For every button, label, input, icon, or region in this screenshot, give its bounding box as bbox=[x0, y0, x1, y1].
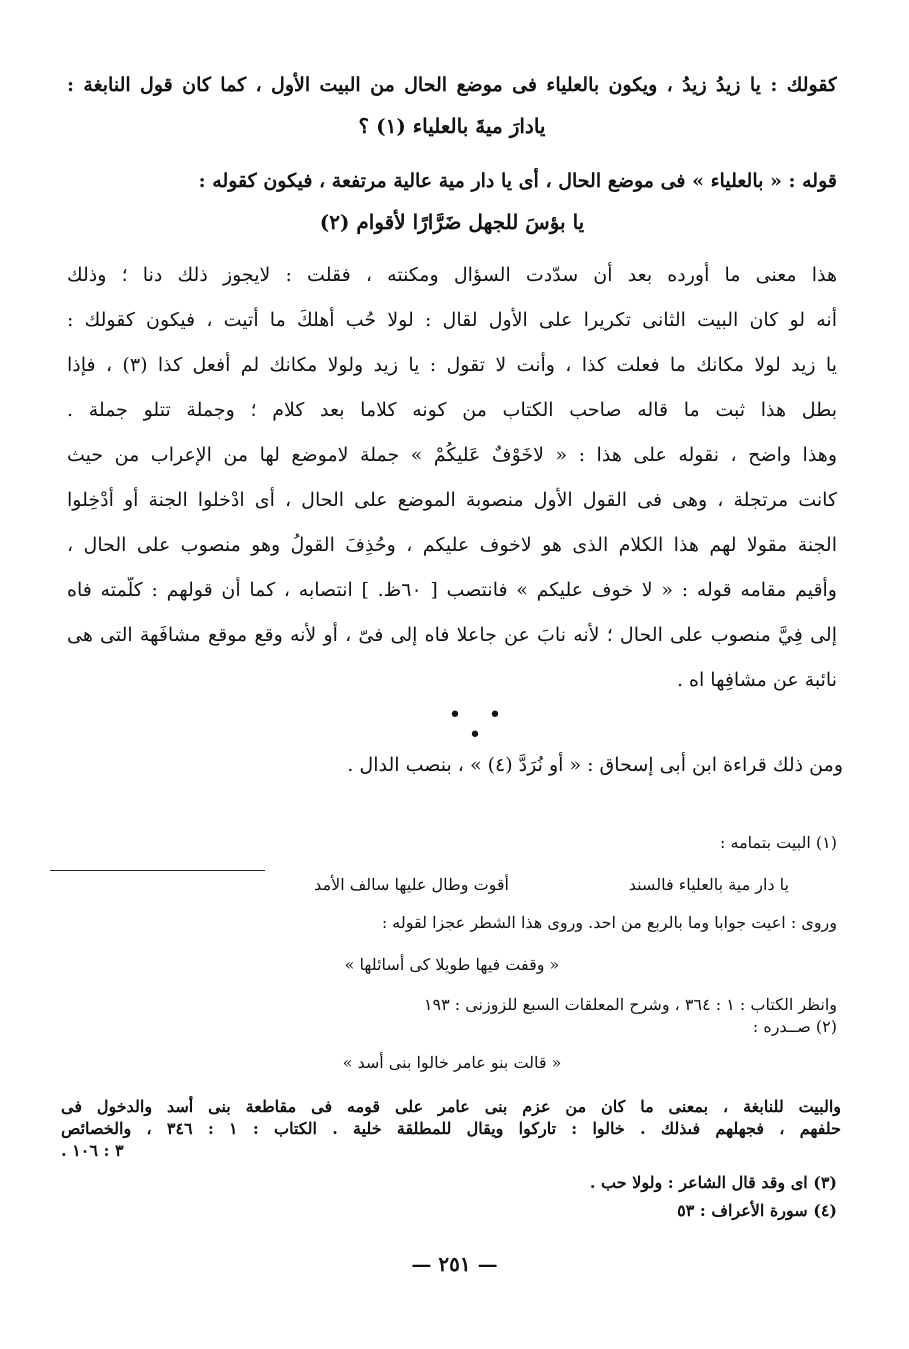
footnote-4: (٤) سورة الأعراف : ٥٣ bbox=[677, 1201, 837, 1220]
section-separator-dots: • • • bbox=[448, 703, 512, 748]
footnote-2-hemistich: « قالت بنو عامر خالوا بنى أسد » bbox=[342, 1053, 562, 1072]
text-line-10: وأُقيم مقامه قوله : « لا خوف عليكم » فانتصب [ ٦٠ظ. ] انتصابه ، كما أن قولهم : كلّمته فاه bbox=[67, 579, 837, 601]
footnote-2-heading: (٢) صــدره : bbox=[752, 1017, 837, 1036]
text-line-2: قوله : « بالعلياء » فى موضع الحال ، أى يا دار مية عالية مرتفعة ، فيكون كقوله : bbox=[198, 170, 837, 192]
text-line-13: ومن ذلك قراءة ابن أبى إسحاق : « أو نُرَدَّ (٤) » ، بنصب الدال . bbox=[347, 754, 843, 776]
text-line-8: كانت مرتجلة ، وهى فى القول الأول منصوبة الموضع على الحال ، أى ادْخلوا الجنة أو أُدْخِلوا bbox=[67, 489, 837, 511]
footnote-1-verse-second: أقوت وطال عليها سالف الأمد bbox=[314, 875, 509, 894]
footnote-rule bbox=[50, 870, 265, 871]
text-line-4: أنه لو كان البيت الثانى تكريرا على الأول لقال : لولا حُب أهلكَ ما أتيت ، فيكون كقولك : bbox=[67, 309, 837, 331]
footnote-1-variant: وروى : اعيت جوابا وما بالربع من احد. وروى هذا الشطر عجزا لقوله : bbox=[381, 913, 837, 932]
verse-line-1: يادارَ ميةَ بالعلياء (١) ؟ bbox=[358, 114, 546, 138]
footnote-3: (٣) اى وقد قال الشاعر : ولولا حب . bbox=[589, 1173, 837, 1192]
footnote-1-hemistich: « وقفت فيها طويلا كى أسائلها » bbox=[344, 955, 560, 974]
text-line-11: إلى فِيَّ منصوب على الحال ؛ لأنه نابَ عن جاعلا فاه إلى فىّ ، أو لأنه وقع موقع مشافَهة التى هى bbox=[67, 624, 837, 646]
footnote-1-reference: وانظر الكتاب : ١ : ٣٦٤ ، وشرح المعلقات السبع للزوزنى : ١٩٣ bbox=[423, 995, 837, 1014]
page-number: — ٢٥١ — bbox=[411, 1252, 498, 1276]
footnote-2-text-2: حلفهم ، فجهلهم فىذلك . خالوا : تاركوا ويقال للمطلقة خلية . الكتاب : ١ : ٣٤٦ ، والخصائص bbox=[61, 1119, 841, 1138]
footnote-1-heading: (١) البيت بتمامه : bbox=[720, 833, 837, 852]
text-line-12: نائبة عن مشافِها اه . bbox=[676, 669, 837, 691]
text-line-9: الجنة مقولا لهم هذا الكلام الذى هو لاخوف عليكم ، وحُذِفَ القولُ وهو منصوب على الحال ، bbox=[67, 534, 837, 556]
text-line-1: كقولك : يا زيدُ زيدُ ، ويكون بالعلياء فى موضع الحال من البيت الأول ، كما كان قول النابغة : bbox=[67, 74, 837, 96]
footnote-2-text-3: ٣ : ١٠٦ . bbox=[61, 1141, 124, 1160]
verse-line-2: يا بؤسَ للجهل ضَرَّارًا لأقوام (٢) bbox=[319, 210, 585, 234]
footnote-2-text-1: والبيت للنابغة ، بمعنى ما كان من عزم بنى عامر على قومه فى مقاطعة بنى أسد والدخول فى bbox=[61, 1097, 841, 1116]
text-line-3: هذا معنى ما أورده بعد أن سدّدت السؤال ومكنته ، فقلت : لايجوز ذلك دنا ؛ وذلك bbox=[67, 264, 837, 286]
text-line-6: بطل هذا ثبت ما قاله صاحب الكتاب من كونه كلاما بعد كلام ؛ وجملة تتلو جملة . bbox=[67, 399, 837, 421]
text-line-5: يا زيد لولا مكانك ما فعلت كذا ، وأنت لا تقول : يا زيد ولولا مكانك لم أفعل كذا (٣) ، فإذا bbox=[67, 354, 837, 376]
footnote-1-verse-first: يا دار مية بالعلياء فالسند bbox=[628, 875, 789, 894]
text-line-7: وهذا واضح ، نقوله على هذا : « لاخَوْفٌ عَليكُمْ » جملة لاموضع لها من الإعراب من حيث bbox=[67, 444, 837, 466]
